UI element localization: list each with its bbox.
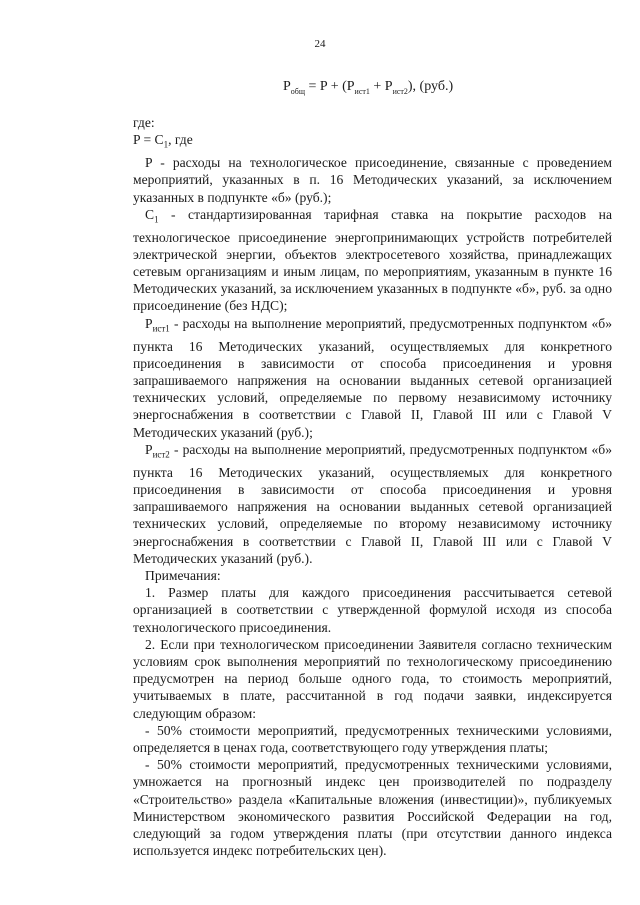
- pist1-symbol: P: [145, 315, 153, 331]
- p-description: P - расходы на технологическое присоединение, связанные с проведением мероприятий, указанных в п. 16 Методических указаний, за исключением указанных в подпункте «б» (руб.);: [133, 155, 612, 205]
- pist2-sub: ист2: [152, 449, 170, 460]
- page-number: 24: [314, 38, 326, 50]
- document-body: [133, 114, 612, 859]
- c1-text: - стандартизированная тарифная ставка на покрытие расходов на технологическое присоединение энергопринимающих устройств потребителей электрической энергии, объектов электросетевого хозяйства, принадлежащих сетевым организациям и иным лицам, по мероприятиям, указанным в пункте 16 Методических указаний, за исключением указанных в подпункте «б», руб. за одно присоединение (без НДС);: [133, 206, 612, 314]
- note-2: 2. Если при технологическом присоединении Заявителя согласно техническим условиям срок выполнения мероприятий по технологическому присоединению предусмотрен на период больше одного года, то стоимость мероприятий, учитываемых в плате, рассчитанной в год подачи заявки, индексируется следующим образом:: [133, 636, 612, 721]
- formula-tail: ), (руб.): [407, 79, 454, 94]
- formula-sub2: ист2: [392, 86, 408, 96]
- p-def-sub: 1: [163, 139, 169, 150]
- total-cost-formula: [283, 79, 453, 96]
- formula-eq: = P + (P: [305, 79, 355, 94]
- pist1-text: - расходы на выполнение мероприятий, предусмотренных подпунктом «б» пункта 16 Методических указаний, осуществляемых для конкретного присоединения в зависимости от способа присоединения и уровня запрашиваемого напряжения на основании выданных сетевой организацией технических условий, определяемые по первому независимому источнику энергоснабжения в соответствии с Главой II, Главой III или с Главой V Методических указаний (руб.);: [133, 315, 612, 440]
- p-definition: [133, 131, 612, 154]
- where-label: где:: [133, 115, 155, 130]
- note-2-bullet-1: - 50% стоимости мероприятий, предусмотренных техническими условиями, определяется в ценах года, соответствующего году утверждения платы;: [133, 722, 612, 755]
- c1-symbol: C: [145, 206, 155, 222]
- pist2-description: [133, 441, 612, 567]
- note-2-bullet-2: - 50% стоимости мероприятий, предусмотренных техническими условиями, умножается на прогнозный индекс цен производителей по подразделу «Строительство» раздела «Капитальные вложения (инвестиции)», публикуемых Министерством экономического развития Российской Федерации на год, следующий за годом утверждения платы (при отсутствии данного индекса используется индекс потребительских цен).: [133, 757, 612, 859]
- pist1-sub: ист1: [152, 323, 170, 334]
- p-def-lhs: P = C: [133, 132, 164, 148]
- pist2-symbol: P: [145, 441, 153, 457]
- formula-sub1: ист1: [354, 86, 370, 96]
- note-1: 1. Размер платы для каждого присоединения рассчитывается сетевой организацией в соответствии с утвержденной формулой исходя из способа технологического присоединения.: [133, 585, 612, 635]
- formula-lhs-sub: общ: [290, 86, 306, 96]
- formula-plus: + P: [369, 79, 393, 94]
- c1-description: [133, 206, 612, 315]
- pist2-text: - расходы на выполнение мероприятий, предусмотренных подпунктом «б» пункта 16 Методических указаний, осуществляемых для конкретного присоединения в зависимости от способа присоединения и уровня запрашиваемого напряжения на основании выданных сетевой организацией технических условий, определяемые по второму независимому источнику энергоснабжения в соответствии с Главой II, Главой III или с Главой V Методических указаний (руб.).: [133, 441, 612, 566]
- formula-lhs: P: [283, 79, 291, 94]
- c1-sub: 1: [154, 214, 159, 225]
- pist1-description: [133, 315, 612, 441]
- p-def-tail: , где: [168, 132, 193, 148]
- notes-title: Примечания:: [145, 567, 221, 583]
